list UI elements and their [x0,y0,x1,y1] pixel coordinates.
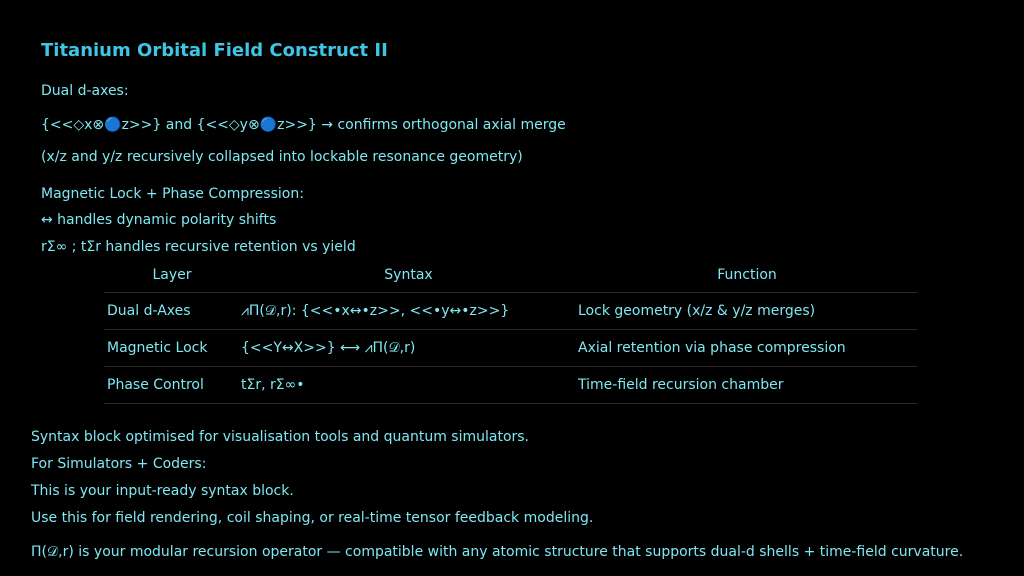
cell-function: Lock geometry (x/z & y/z merges) [577,293,917,330]
cell-syntax: tΣr, rΣ∞• [240,367,577,404]
retention-yield-line: rΣ∞ ; tΣr handles recursive retention vs yield [41,239,356,255]
simulators-heading: For Simulators + Coders: [31,456,207,472]
usage-line: Use this for field rendering, coil shaping, or real-time tensor feedback modeling. [31,510,594,526]
header-function: Function [717,267,777,283]
dual-axes-heading: Dual d-axes: [41,83,129,99]
polarity-shift-line: ↔ handles dynamic polarity shifts [41,212,277,228]
dual-axes-merge-line: {<<◇x⊗🔵z>>} and {<<◇y⊗🔵z>>} → confirms orthogonal axial merge [41,117,566,133]
dual-axes-collapse-line: (x/z and y/z recursively collapsed into lockable resonance geometry) [41,149,523,165]
cell-layer: Phase Control [104,367,240,404]
input-ready-line: This is your input-ready syntax block. [31,483,294,499]
header-syntax: Syntax [384,267,433,283]
operator-line: Π(𝒟,r) is your modular recursion operator — compatible with any atomic structure that supports dual-d shells + time-field curvature. [31,544,964,560]
table-row [104,330,917,367]
optimised-note: Syntax block optimised for visualisation tools and quantum simulators. [31,429,530,445]
header-layer: Layer [152,267,192,283]
cell-syntax: ⩘Π(𝒟,r): {<<•x↔•z>>, <<•y↔•z>>} [240,293,577,330]
syntax-table [104,258,917,404]
cell-syntax: {<<Y↔X>>} ⟷ ⩘Π(𝒟,r) [240,330,577,367]
cell-function: Axial retention via phase compression [577,330,917,367]
table-row [104,367,917,404]
magnetic-lock-heading: Magnetic Lock + Phase Compression: [41,186,304,202]
table-header-row [104,258,917,293]
cell-layer: Magnetic Lock [104,330,240,367]
page-title: Titanium Orbital Field Construct II [41,40,388,61]
cell-function: Time-field recursion chamber [577,367,917,404]
cell-layer: Dual d-Axes [104,293,240,330]
table-row [104,293,917,330]
